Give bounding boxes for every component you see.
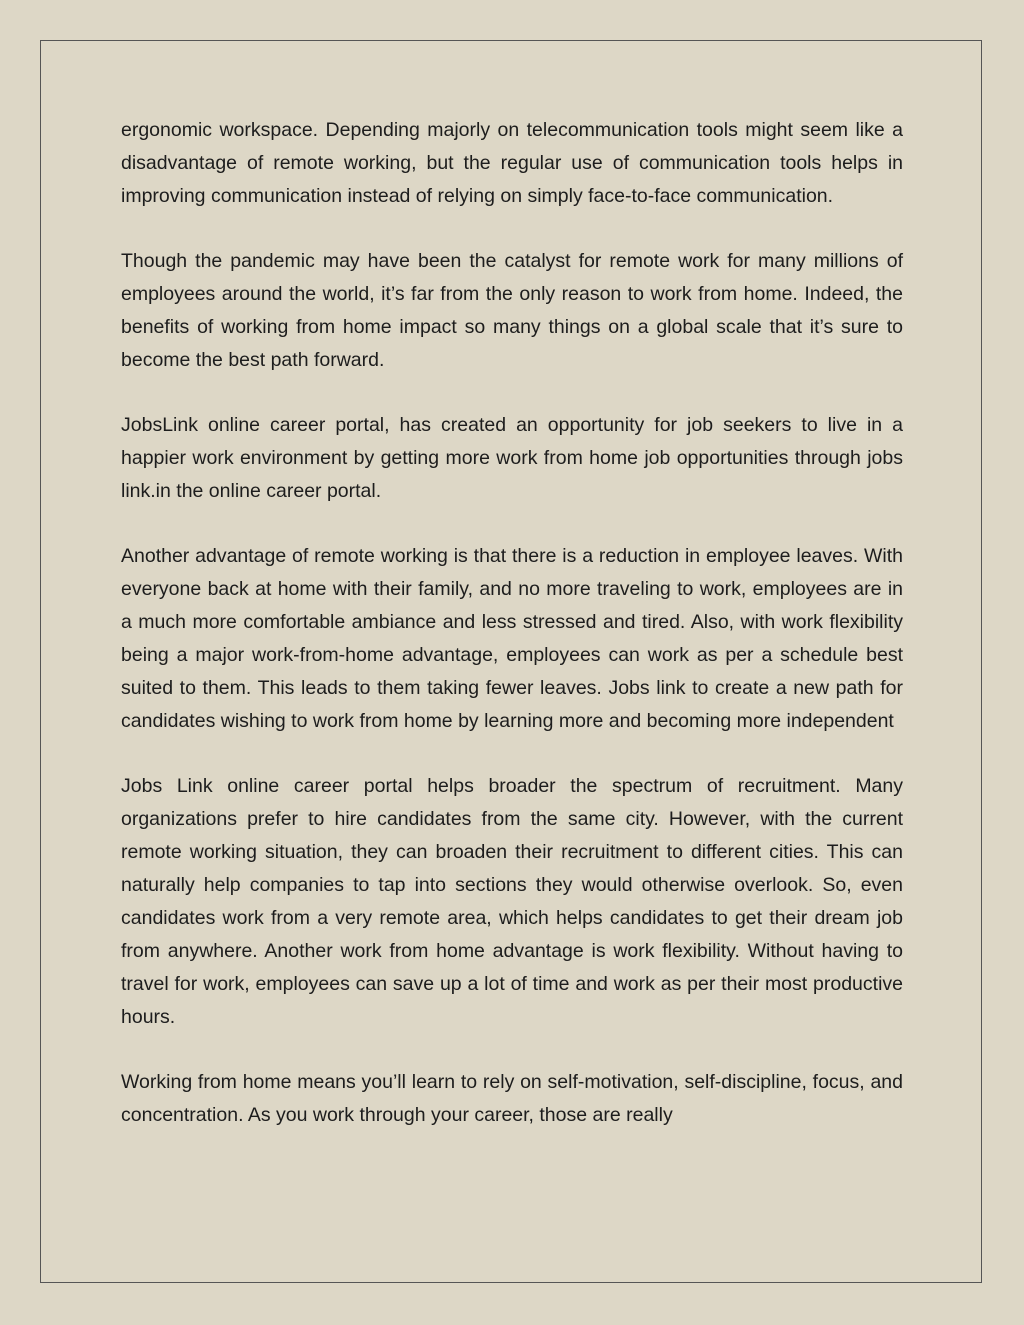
document-body [121, 114, 903, 1132]
paragraph-ergonomic-workspace: ergonomic workspace. Depending majorly on telecommunication tools might seem like a disadvantage of remote working, but the regular use of communication tools helps in improving communication instead of relying on simply face-to-face communication. [121, 119, 903, 207]
paragraph-self-motivation: Working from home means you’ll learn to rely on self-motivation, self-discipline, focus, and concentration. As you work through your career, those are really [121, 1071, 903, 1126]
paragraph-reduced-leaves: Another advantage of remote working is that there is a reduction in employee leaves. With everyone back at home with their family, and no more traveling to work, employees are in a much more comfortable ambiance and less stressed and tired. Also, with work flexibility being a major work-from-home advantage, employees can work as per a schedule best suited to them. This leads to them taking fewer leaves. Jobs link to create a new path for candidates wishing to work from home by learning more and becoming more independent [121, 545, 903, 732]
paragraph-recruitment-spectrum: Jobs Link online career portal helps broader the spectrum of recruitment. Many organizations prefer to hire candidates from the same city. However, with the current remote working situation, they can broaden their recruitment to different cities. This can naturally help companies to tap into sections they would otherwise overlook. So, even candidates work from a very remote area, which helps candidates to get their dream job from anywhere. Another work from home advantage is work flexibility. Without having to travel for work, employees can save up a lot of time and work as per their most productive hours. [121, 775, 903, 1028]
paragraph-jobslink-portal: JobsLink online career portal, has created an opportunity for job seekers to live in a happier work environment by getting more work from home job opportunities through jobs link.in the online career portal. [121, 414, 903, 502]
paragraph-pandemic-catalyst: Though the pandemic may have been the catalyst for remote work for many millions of employees around the world, it’s far from the only reason to work from home. Indeed, the benefits of working from home impact so many things on a global scale that it’s sure to become the best path forward. [121, 250, 903, 371]
